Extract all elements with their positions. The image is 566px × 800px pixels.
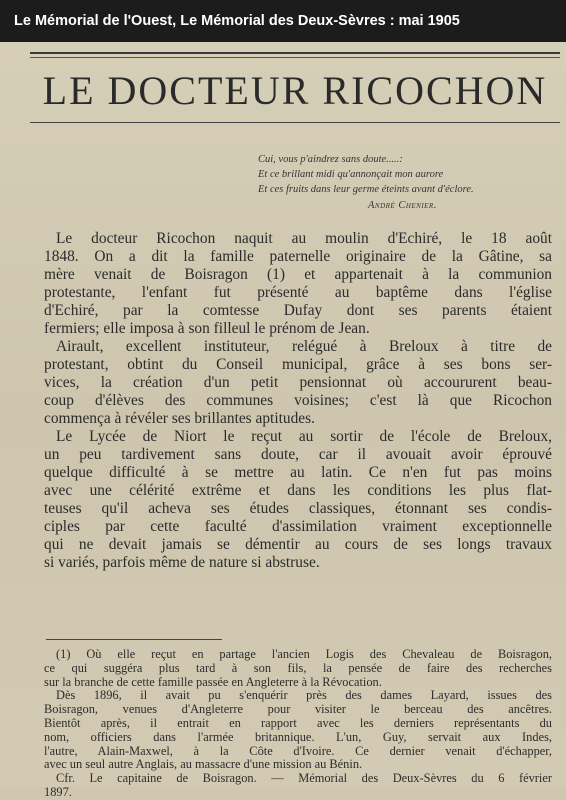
text-line: fermiers; elle imposa à son filleul le prénom de Jean. [44, 320, 370, 337]
text-line: commença à révéler ses brillantes aptitudes. [44, 410, 315, 427]
text-line: protestante, l'enfant fut présenté au baptême dans l'église [44, 284, 552, 301]
footnote-line: ce qui suggéra plus tard à son fils, la pensée de faire des recherches [44, 660, 552, 675]
footnote-line: 1897. [44, 784, 72, 799]
footnote-line: nom, officiers dans l'armée britannique. L'un, Guy, servait aux Indes, [44, 729, 552, 744]
text-line: avec une célérité extrême et dans les conditions les plus flat- [44, 482, 552, 499]
footnote-line: avec un seul autre Anglais, au massacre d'une mission au Bénin. [44, 757, 363, 772]
text-line: Le docteur Ricochon naquit au moulin d'Echiré, le 18 août [56, 230, 552, 247]
footnotes [44, 648, 552, 800]
document-title: Le Mémorial de l'Ouest, Le Mémorial des Deux-Sèvres : mai 1905 [14, 13, 460, 29]
article-body [44, 230, 552, 572]
newspaper-page [0, 42, 566, 799]
text-line: d'Echiré, par la comtesse Dufay dont ses parents étaient [44, 302, 552, 319]
footnote-separator [46, 639, 222, 640]
title-rule [30, 122, 560, 123]
text-line: mère venait de Boisragon (1) et appartenait à la communion [44, 266, 552, 283]
epigraph-line: Et ce brillant midi qu'annonçait mon aurore [258, 169, 444, 180]
text-line: si variés, parfois même de nature si abstruse. [44, 554, 320, 571]
text-line: ciples par cette faculté d'assimilation vraiment exceptionnelle [44, 518, 552, 535]
window-title-bar [0, 0, 566, 42]
text-line: coup d'élèves des communes voisines; c'est là que Ricochon [44, 392, 552, 409]
top-rule [30, 52, 560, 54]
footnote-line: l'autre, Alain-Maxwel, à la Côte d'Ivoire. Ce dernier venait d'échapper, [44, 743, 552, 758]
text-line: protestant, obtint du Conseil municipal, grâce à ses bons ser- [44, 356, 552, 373]
footnote-line: sur la branche de cette famille passée en Angleterre à la Révocation. [44, 674, 382, 689]
text-line: Le Lycée de Niort le reçut au sortir de l'école de Breloux, [56, 428, 552, 445]
text-line: vices, la création d'un petit pensionnat où accoururent beau- [44, 374, 552, 391]
text-line: Airault, excellent instituteur, relégué à Breloux à titre de [56, 338, 552, 355]
epigraph-author: André Chenier. [368, 200, 437, 211]
footnote-line: Boisragon, venues d'Angleterre pour visiter le berceau des ancêtres. [44, 702, 552, 717]
text-line: un peu tardivement sans doute, car il avouait avoir éprouvé [44, 446, 552, 463]
footnote-line: Dès 1896, il avait pu s'enquérir près des dames Layard, issues des [56, 688, 552, 703]
footnote-line: Bientôt après, il entrait en rapport avec les derniers représentants du [44, 715, 552, 730]
text-line: 1848. On a dit la famille paternelle originaire de la Gâtine, sa [44, 248, 552, 265]
text-line: qui ne devait jamais se démentir au cours de ses longs travaux [44, 536, 552, 553]
article-title: LE DOCTEUR RICOCHON [42, 68, 548, 113]
top-rule-thin [30, 57, 560, 58]
footnote-line: (1) Où elle reçut en partage l'ancien Logis des Chevaleau de Boisragon, [56, 647, 552, 661]
footnote-line: Cfr. Le capitaine de Boisragon. — Mémorial des Deux-Sèvres du 6 février [56, 771, 552, 786]
epigraph-line: Cui, vous p'aindrez sans doute.....: [258, 154, 403, 165]
epigraph [258, 152, 558, 213]
epigraph-line: Et ces fruits dans leur germe éteints avant d'éclore. [258, 184, 474, 195]
text-line: quelque difficulté à se mettre au latin. Ce n'en fut pas moins [44, 464, 552, 481]
text-line: teuses qu'il acheva ses études classiques, étonnant ses condis- [44, 500, 552, 517]
